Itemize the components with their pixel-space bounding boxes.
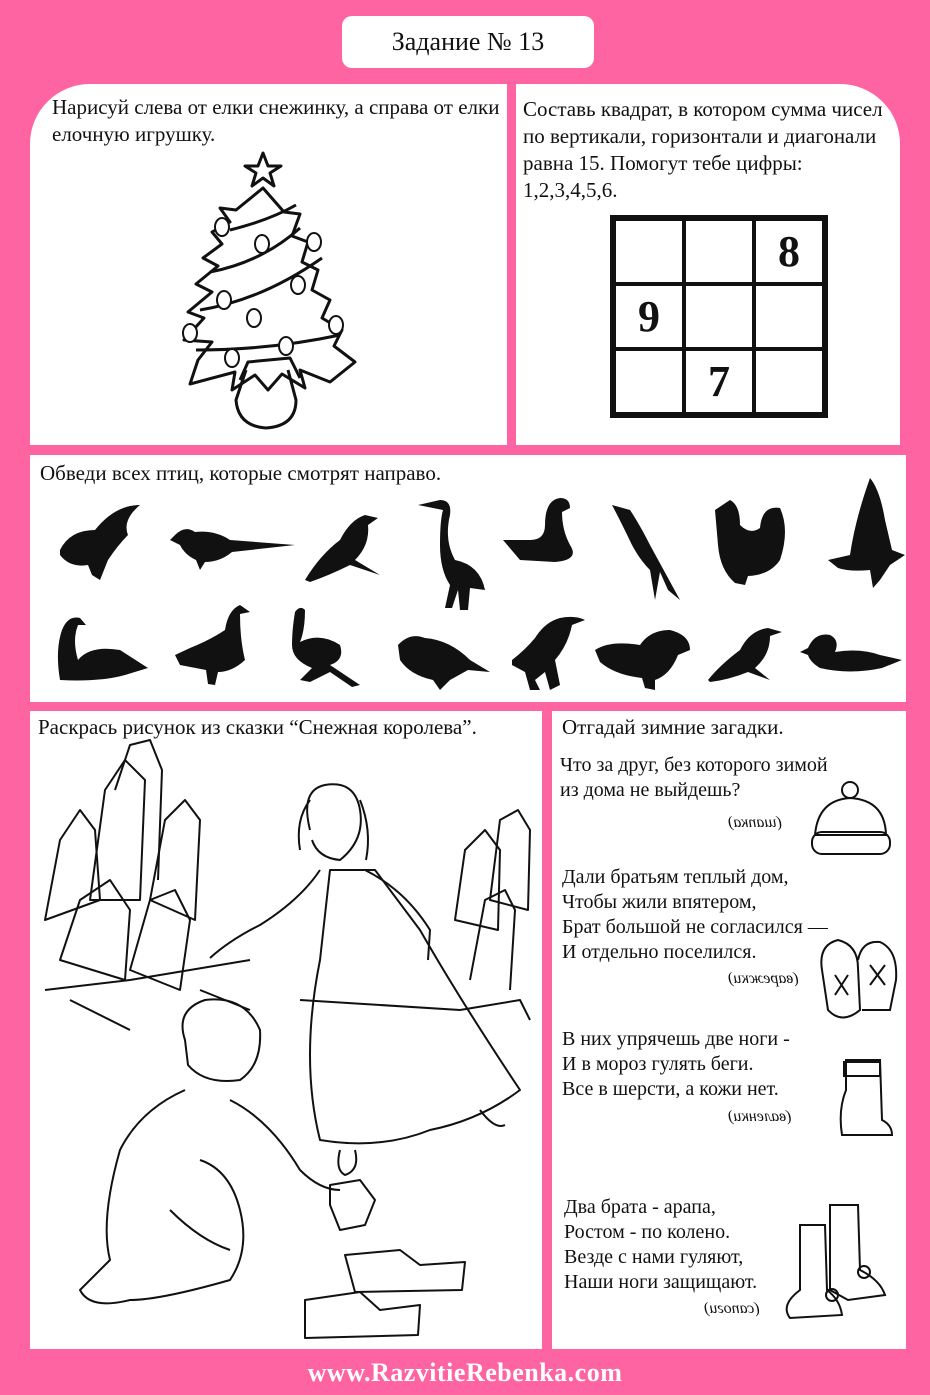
site-url[interactable]: www.RazvitieRebenka.com xyxy=(307,1358,623,1387)
grid-cell[interactable]: 8 xyxy=(754,219,824,284)
riddle-line: Дали братьям теплый дом, xyxy=(562,866,789,888)
riddle-line: Два брата - арапа, xyxy=(564,1196,716,1218)
felt-boot-icon xyxy=(841,1060,892,1135)
square-task-text: Составь квадрат, в котором сумма чисел по вертикали, горизонтали и диагонали равна 15. Помогут тебе цифры: 1,2,3,4,5,6. xyxy=(523,97,883,202)
riddle-line: Брат большой не согласился — xyxy=(562,916,828,938)
birds-task-text: Обведи всех птиц, которые смотрят направо. xyxy=(40,461,442,485)
riddle-line: из дома не выйдешь? xyxy=(560,779,741,801)
page-title: Задание № 13 xyxy=(342,16,594,68)
riddle-line: Везде с нами гуляют, xyxy=(564,1246,744,1268)
riddle-line: И отдельно поселился. xyxy=(562,941,757,963)
grid-cell[interactable]: 7 xyxy=(684,349,754,414)
riddle-line: В них упрячешь две ноги - xyxy=(562,1028,790,1050)
riddle-answer: (шапка) xyxy=(728,814,782,831)
grid-cell[interactable]: 9 xyxy=(614,284,684,349)
riddle-line: И в мороз гулять беги. xyxy=(562,1053,754,1075)
riddles-title: Отгадай зимние загадки. xyxy=(562,715,784,739)
riddle-line: Все в шерсти, а кожи нет. xyxy=(562,1078,779,1100)
riddle-answer: (варежки) xyxy=(728,970,799,987)
hat-icon xyxy=(812,782,890,854)
mittens-icon xyxy=(821,940,896,1018)
riddle-line: Чтобы жили впятером, xyxy=(562,891,757,913)
riddle-answer: (валенки) xyxy=(728,1108,792,1125)
riddle-line: Ростом - по колено. xyxy=(564,1221,731,1243)
coloring-task-text: Раскрась рисунок из сказки “Снежная королева”. xyxy=(38,715,477,739)
riddle-line: Что за друг, без которого зимой xyxy=(560,754,828,776)
tree-task-text: Нарисуй слева от елки снежинку, а справа от елки елочную игрушку. xyxy=(52,95,500,146)
boots-icon xyxy=(787,1205,885,1318)
riddle-answer: (сапоги) xyxy=(704,1300,760,1317)
riddle-line: Наши ноги защищают. xyxy=(564,1271,758,1293)
